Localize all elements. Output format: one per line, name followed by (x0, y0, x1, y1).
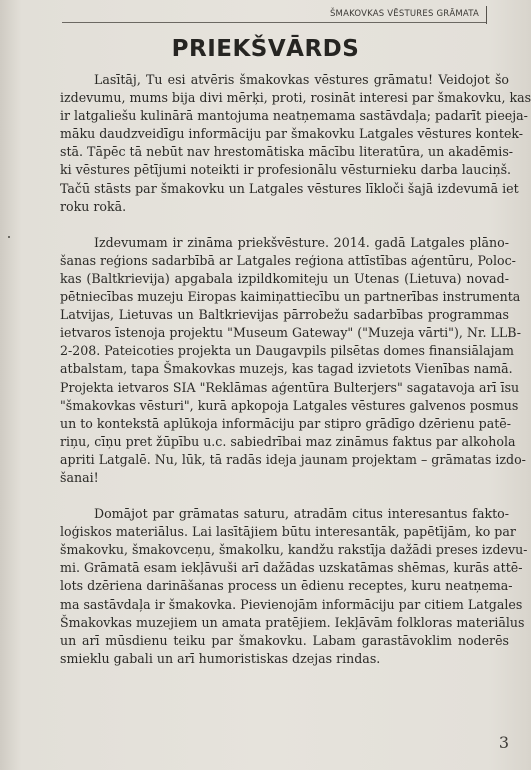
paragraph-line: roku rokā. (60, 198, 127, 214)
paragraph (60, 505, 528, 668)
paragraph-line: pētniecības muzeju Eiropas kaimiņattiecību un partnerības instrumenta (60, 289, 521, 305)
paragraph-line: riņu, cīņu pret žūpību u.c. sabiedrībai maz zināmus faktus par alkohola (60, 433, 516, 449)
paragraph-line: ki vēstures pētījumi noteikti ir profesionālu vēsturnieku darba lauciņš. (60, 162, 512, 178)
paragraph-line: ietvaros īstenoja projektu "Museum Gateway" ("Muzeja vārti"), Nr. LLB- (60, 325, 522, 341)
paragraph-line: šanai! (60, 469, 99, 485)
paragraph-line: Latvijas, Lietuvas un Baltkrievijas pārrobežu sadarbības programmas (60, 307, 509, 323)
paragraph-line: Domājot par grāmatas saturu, atradām citus interesantus fakto- (94, 506, 509, 522)
paragraph-line: "šmakovkas vēsturi", kurā apkopoja Latgales vēstures galvenos posmus (60, 397, 519, 413)
paragraph-line: ir latgaliešu kulinārā mantojuma neatņemama sastāvdaļa; padarīt pieeja- (60, 108, 528, 124)
paragraph-line: māku daudzveidīgu informāciju par šmakovku Latgales vēstures kontek- (60, 126, 524, 142)
page-number: 3 (498, 733, 509, 752)
paragraph-line: kas (Baltkrievija) apgabala izpildkomiteju un Utenas (Lietuva) novad- (60, 270, 509, 286)
body-text (60, 71, 531, 686)
paragraph-line: un arī mūsdienu teiku par šmakovku. Labam garastāvoklim noderēs (60, 632, 509, 648)
paragraph-line: atbalstam, tapa Šmakovkas muzejs, kas tagad izvietots Vienības namā. (60, 361, 513, 377)
running-head (62, 8, 487, 23)
paragraph-line: ma sastāvdaļa ir šmakovka. Pievienojām informāciju par citiem Latgales (60, 596, 523, 612)
paragraph-line: apriti Latgalē. Nu, lūk, tā radās ideja jaunam projektam – grāmatas izdo- (60, 451, 526, 467)
paragraph-line: Šmakovkas muzejiem un amata pratējiem. Iekļāvām folkloras materiālus (60, 614, 525, 630)
paragraph-line: lots dzēriena darināšanas process un ēdienu receptes, kuru neatņema- (60, 578, 513, 594)
running-head-rule-tick (486, 6, 487, 24)
paragraph-line: izdevumu, mums bija divi mērķi, proti, rosināt interesi par šmakovku, kas (60, 90, 531, 106)
paragraph-line: 2-208. Pateicoties projekta un Daugavpils pilsētas domes finansiālajam (60, 343, 514, 359)
paragraph-line: Lasītāj, Tu esi atvēris šmakovkas vēstures grāmatu! Veidojot šo (94, 72, 509, 87)
paragraph-line: smieklu gabali un arī humoristiskas dzejas rindas. (60, 650, 381, 666)
paragraph (60, 234, 526, 487)
paragraph (60, 71, 531, 216)
running-head-text: ŠMAKOVKAS VĒSTURES GRĀMATA (329, 9, 479, 19)
page-title: PRIEKŠVĀRDS (171, 36, 360, 62)
paragraph-line: Projekta ietvaros SIA "Reklāmas aģentūra Bulterjers" sagatavoja arī īsu (60, 379, 520, 395)
margin-mark (8, 236, 10, 238)
paragraph-line: stā. Tāpēc tā nebūt nav hrestomātiska mācību literatūra, un akadēmis- (60, 144, 514, 160)
paragraph-line: Tačū stāsts par šmakovku un Latgales vēstures līkloči šajā izdevumā iet (60, 180, 519, 196)
paragraph-line: šanas reģions sadarbībā ar Latgales reģiona attīstības aģentūru, Poloc- (60, 252, 516, 268)
paragraph-line: un to kontekstā aplūkoja informāciju par stipro grādīgo dzērienu patē- (60, 415, 512, 431)
paragraph-line: šmakovku, šmakovceņu, šmakolku, kandžu rakstīja dažādi preses izdevu- (60, 542, 528, 558)
paragraph-line: Izdevumam ir zināma priekšvēsture. 2014. gadā Latgales plāno- (94, 234, 509, 250)
paragraph-line: loģiskos materiālus. Lai lasītājiem būtu interesantāk, papētījām, ko par (60, 524, 516, 540)
paragraph-line: mi. Grāmatā esam iekļāvuši arī dažādas uzskatāmas shēmas, kurās attē- (60, 560, 523, 576)
